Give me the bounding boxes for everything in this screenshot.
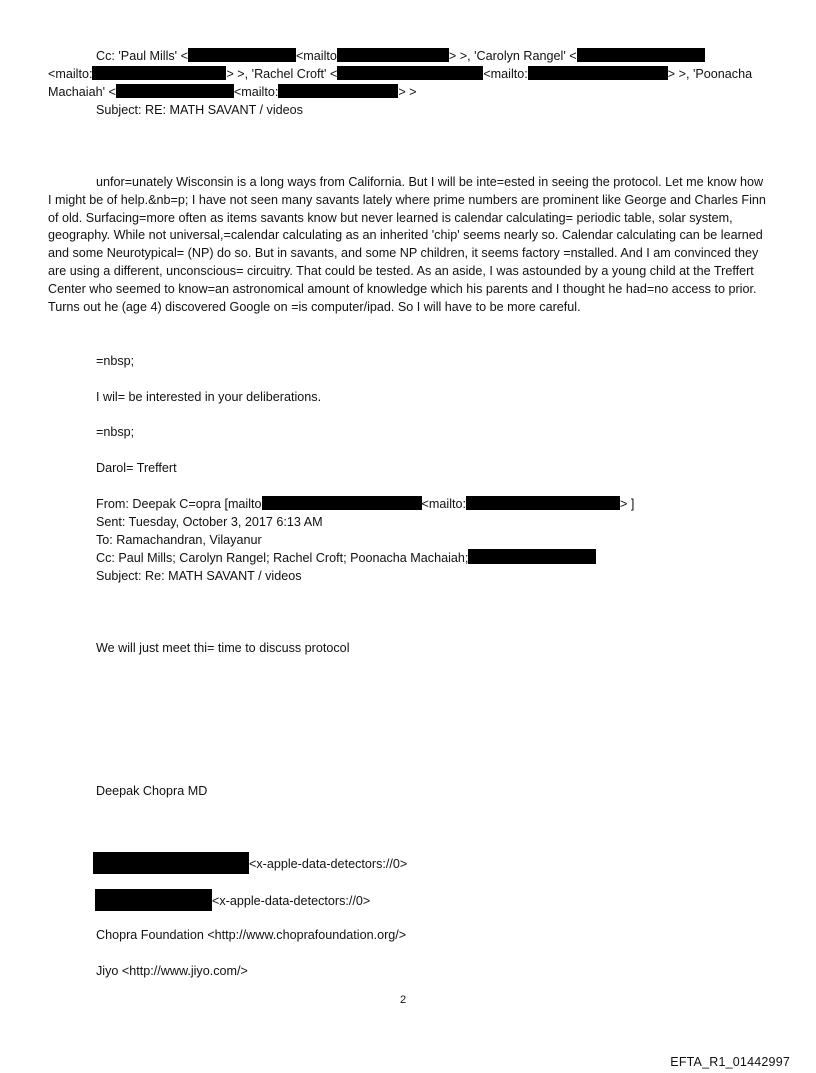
apple-data-detector-link[interactable]: <x-apple-data-detectors://0> (212, 894, 371, 908)
from-close-label: > ] (620, 497, 635, 511)
cc-machaiah-label: Machaiah' < (48, 85, 116, 99)
cc-poonacha-label: > >, 'Poonacha (667, 67, 753, 81)
cc-mailto-label: <mailto: (233, 85, 279, 99)
apple-link-line-1 (93, 852, 407, 874)
quoted-subject: Subject: Re: MATH SAVANT / videos (96, 569, 302, 583)
apple-data-detector-link[interactable]: <x-apple-data-detectors://0> (249, 857, 408, 871)
quoted-signature: Deepak Chopra MD (96, 784, 208, 798)
redaction (466, 496, 620, 510)
document-id: EFTA_R1_01442997 (670, 1055, 790, 1069)
quoted-cc-label: Cc: Paul Mills; Carolyn Rangel; Rachel Croft; Poonacha Machaiah; (96, 551, 469, 565)
header-subject: Subject: RE: MATH SAVANT / videos (96, 103, 303, 117)
redaction (95, 889, 212, 911)
redaction (337, 66, 483, 80)
redaction (262, 496, 422, 510)
from-label: From: Deepak C=opra [mailto (96, 497, 262, 511)
quoted-to: To: Ramachandran, Vilayanur (96, 533, 262, 547)
redaction (116, 84, 234, 98)
cc-mailto-label: <mailto: (483, 67, 528, 81)
quoted-cc (96, 549, 596, 567)
nbsp-line: =nbsp; (96, 354, 135, 368)
cc-line-3 (48, 83, 417, 101)
chopra-foundation-link[interactable]: Chopra Foundation <http://www.choprafoundation.org/> (96, 928, 407, 942)
redaction (577, 48, 705, 62)
cc-rachel-label: > >, 'Rachel Croft' < (226, 67, 338, 81)
main-paragraph: unfor=unately Wisconsin is a long ways from California. But I will be inte=ested in seeing the protocol. Let me know how I might be of help.&nb=p; I have not seen many savants lately where prime numbers are prominent like George and Charles Finn of old. Surfacing=more often as items savants know but never learned is calendar calculating= periodic table, solar system, geography. While not universal,=calendar calculating as an inherited 'chip' seems nearly so. Calendar calculating can be learned and some Neurotypical= (NP) do so. But in savants, and some NP children, it seems factory =nstalled. And I am convinced they are using a different, unconscious= circuitry. That could be tested. As an aside, I was astounded by a young child at the Treffert Center who seemed to know=an astronomical amount of knowledge which his parents and I thought he had=no access to prior. Turns out he (age 4) discovered Google on =is computer/ipad. So I will have to be more careful. (48, 175, 766, 314)
cc-mailto-label: <mailto: (48, 67, 93, 81)
redaction (188, 48, 296, 62)
redaction (92, 66, 226, 80)
from-mailto-label: <mailto: (421, 497, 466, 511)
quoted-sent: Sent: Tuesday, October 3, 2017 6:13 AM (96, 515, 323, 529)
redaction (337, 48, 449, 62)
apple-link-line-2 (95, 889, 370, 911)
cc-close-label: > > (398, 85, 417, 99)
cc-line-1 (96, 47, 705, 65)
redaction (468, 549, 596, 564)
redaction (93, 852, 249, 874)
redaction (278, 84, 398, 98)
nbsp-line: =nbsp; (96, 425, 135, 439)
jiyo-link[interactable]: Jiyo <http://www.jiyo.com/> (96, 964, 248, 978)
cc-paul-mills-label: Cc: 'Paul Mills' < (96, 49, 188, 63)
interested-line: I wil= be interested in your deliberations. (96, 390, 322, 404)
cc-carolyn-label: > >, 'Carolyn Rangel' < (448, 49, 577, 63)
redaction (528, 66, 668, 80)
quoted-from (96, 495, 634, 513)
cc-line-2 (48, 65, 752, 83)
signature-treffert: Darol= Treffert (96, 461, 177, 475)
page-number: 2 (400, 994, 407, 1006)
cc-mailto-label: <mailto (295, 49, 337, 63)
quoted-message: We will just meet thi= time to discuss protocol (96, 641, 350, 655)
